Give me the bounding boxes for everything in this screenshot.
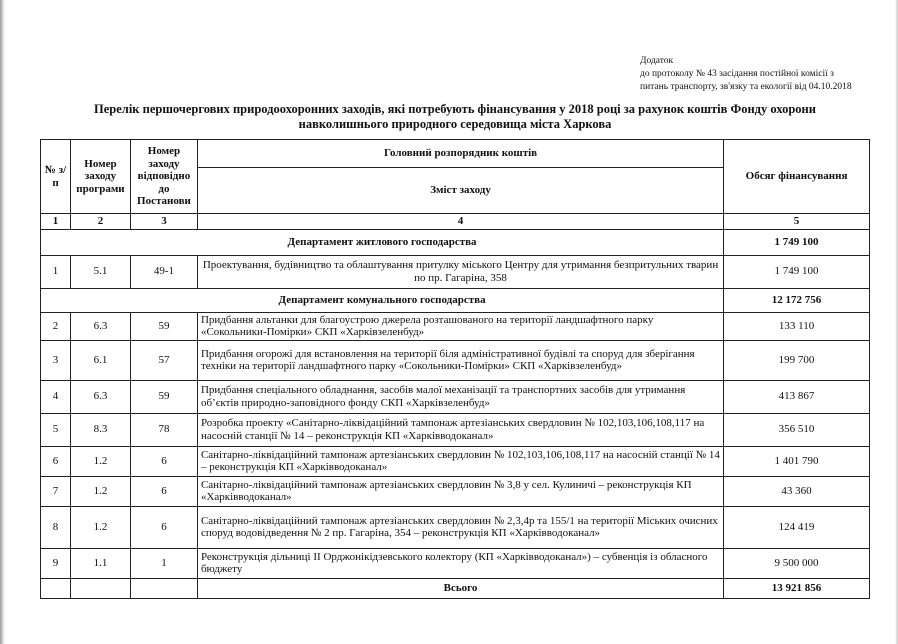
row-program: 1.2: [70, 476, 130, 506]
header-num: № з/п: [41, 140, 71, 214]
title-line-2: навколишнього природного середовища міста Харкова: [298, 117, 612, 131]
table-row: [41, 312, 870, 340]
row-num: 6: [41, 446, 71, 476]
department-communal-total: 12 172 756: [724, 288, 870, 312]
row-resolution: 57: [130, 340, 197, 380]
department-housing: Департамент житлового господарства: [41, 229, 724, 255]
total-empty-3: [130, 578, 197, 598]
row-program: 1.2: [70, 446, 130, 476]
row-num: 5: [41, 413, 71, 446]
addendum-line-3: питань транспорту, зв'язку та екології від 04.10.2018: [640, 82, 852, 92]
row-num: 9: [41, 548, 71, 578]
row-content: Санітарно-ліквідаційний тампонаж артезіанських свердловин № 102,103,106,108,117 на насосній станції № 14 – реконструкція КП «Харківводоканал»: [197, 446, 723, 476]
row-amount: 124 419: [724, 506, 870, 548]
row-content: Придбання спеціального обладнання, засобів малої механізації та транспортних засобів для утримання об’єктів природно-заповідного фонду СКП «Харківзеленбуд»: [197, 380, 723, 413]
header-manager: Головний розпорядник коштів: [197, 140, 723, 168]
row-program: 1.2: [70, 506, 130, 548]
row-resolution: 6: [130, 476, 197, 506]
row-program: 8.3: [70, 413, 130, 446]
total-empty-1: [41, 578, 71, 598]
addendum-note: [640, 55, 852, 94]
header-program: Номер заходу програми: [70, 140, 130, 214]
row-resolution: 59: [130, 380, 197, 413]
row-amount: 413 867: [724, 380, 870, 413]
row-resolution: 49-1: [130, 255, 197, 288]
row-num: 7: [41, 476, 71, 506]
row-resolution: 78: [130, 413, 197, 446]
total-label: Всього: [197, 578, 723, 598]
row-content: Придбання альтанки для благоустрою джерела розташованого на території ландшафтного парку «Сокольники-Помірки» СКП «Харківзеленбуд»: [197, 312, 723, 340]
table-row: [41, 255, 870, 288]
row-amount: 43 360: [724, 476, 870, 506]
table-row: [41, 380, 870, 413]
row-content: Проектування, будівництво та облаштування притулку міського Центру для утримання безпритульних тварин по пр. Гагаріна, 358: [197, 255, 723, 288]
row-content: Санітарно-ліквідаційний тампонаж артезіанських свердловин № 2,3,4р та 155/1 на території Міських очисних споруд водовідведення № 2 пр. Гагаріна, 354 – реконструкція КП «Харківводоканал»: [197, 506, 723, 548]
row-resolution: 59: [130, 312, 197, 340]
row-content: Придбання огорожі для встановлення на території біля адміністративної будівлі та споруд для зберігання техніки на території ландшафтного парку «Сокольники-Помірки» СКП «Харківзеленбуд»: [197, 340, 723, 380]
row-content: Розробка проекту «Санітарно-ліквідаційний тампонаж артезіанських свердловин № 102,103,106,108,117 на насосній станції № 14 – реконструкція КП «Харківводоканал»: [197, 413, 723, 446]
row-program: 6.1: [70, 340, 130, 380]
row-num: 2: [41, 312, 71, 340]
col-number-1: 1: [41, 214, 71, 230]
row-content: Санітарно-ліквідаційний тампонаж артезіанських свердловин № 3,8 у сел. Кулиничі – реконструкція КП «Харківводоканал»: [197, 476, 723, 506]
table-row: [41, 476, 870, 506]
col-number-3: 3: [130, 214, 197, 230]
row-content: Реконструкція дільниці ІІ Орджонікідзевського колектору (КП «Харківводоканал») – субвенція із обласного бюджету: [197, 548, 723, 578]
row-num: 3: [41, 340, 71, 380]
total-amount: 13 921 856: [724, 578, 870, 598]
row-num: 1: [41, 255, 71, 288]
header-content: Зміст заходу: [197, 168, 723, 214]
total-empty-2: [70, 578, 130, 598]
row-program: 6.3: [70, 312, 130, 340]
row-resolution: 6: [130, 506, 197, 548]
row-resolution: 6: [130, 446, 197, 476]
row-amount: 133 110: [724, 312, 870, 340]
row-amount: 356 510: [724, 413, 870, 446]
table-row: [41, 548, 870, 578]
department-housing-total: 1 749 100: [724, 229, 870, 255]
row-amount: 9 500 000: [724, 548, 870, 578]
header-amount: Обсяг фінансування: [724, 140, 870, 214]
table-row: [41, 340, 870, 380]
row-resolution: 1: [130, 548, 197, 578]
department-communal: Департамент комунального господарства: [41, 288, 724, 312]
scan-edge-left: [0, 0, 5, 644]
addendum-line-1: Додаток: [640, 56, 674, 66]
row-amount: 1 749 100: [724, 255, 870, 288]
table-row: [41, 506, 870, 548]
col-number-4: 4: [197, 214, 723, 230]
col-number-2: 2: [70, 214, 130, 230]
table-row: [41, 413, 870, 446]
header-resolution: Номер заходу відповідно до Постанови: [130, 140, 197, 214]
row-program: 6.3: [70, 380, 130, 413]
document-title: [40, 102, 870, 132]
table-row: [41, 446, 870, 476]
row-num: 8: [41, 506, 71, 548]
addendum-line-2: до протоколу № 43 засідання постійної комісії з: [640, 69, 834, 79]
row-program: 1.1: [70, 548, 130, 578]
row-num: 4: [41, 380, 71, 413]
row-program: 5.1: [70, 255, 130, 288]
row-amount: 199 700: [724, 340, 870, 380]
row-amount: 1 401 790: [724, 446, 870, 476]
title-line-1: Перелік першочергових природоохоронних заходів, які потребують фінансування у 2018 році за рахунок коштів Фонду охорони: [94, 102, 816, 116]
col-number-5: 5: [724, 214, 870, 230]
measures-table: [40, 139, 870, 599]
